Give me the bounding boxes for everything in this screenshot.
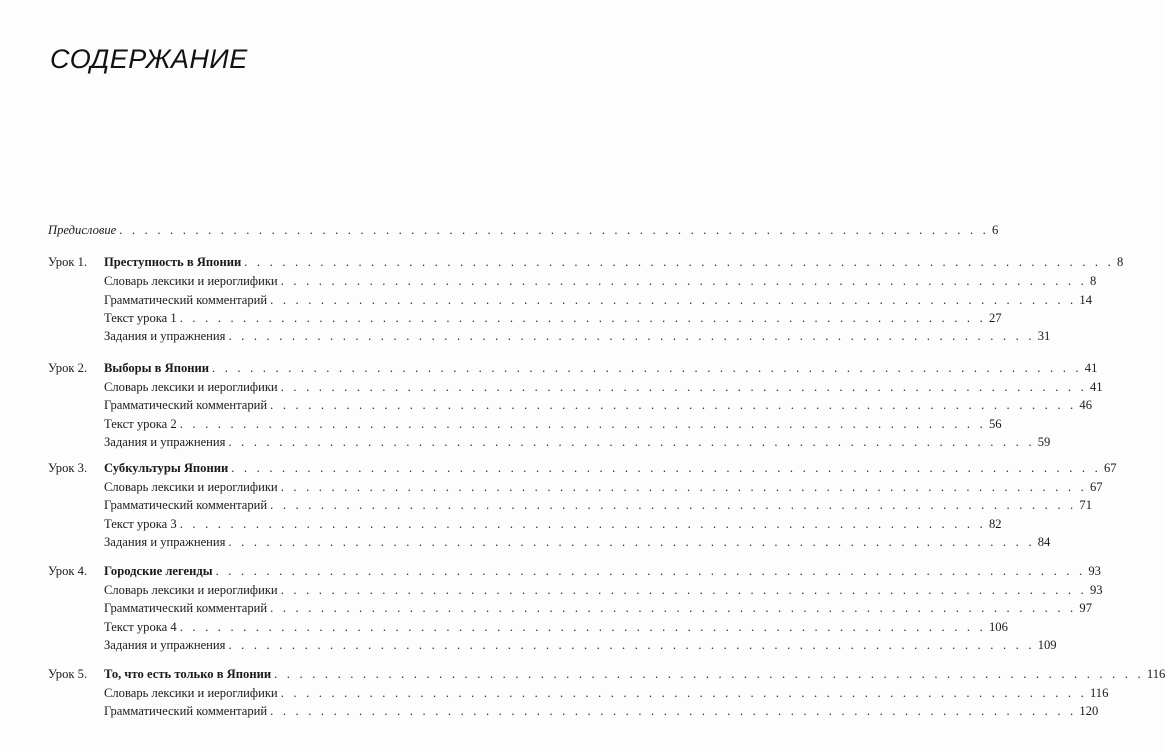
toc-subentry[interactable] <box>0 327 1051 345</box>
subentry-page: 82 <box>988 517 1002 531</box>
toc-subentry[interactable] <box>0 272 1097 290</box>
lesson-page: 93 <box>1088 564 1101 578</box>
subentry-label: Словарь лексики и иероглифики <box>104 686 278 700</box>
lesson-page: 41 <box>1084 361 1098 375</box>
toc-entry-page: 6 <box>991 223 999 237</box>
toc-subentry[interactable] <box>0 702 1099 720</box>
subentry-page: 71 <box>1079 498 1092 512</box>
leader-dots: . . . . . . . . . . . . . . . . . . . . . . . . . . . . . . . . . . . . . . . . . . . . . . . . . . . . . . . . . . . . . . . . <box>179 517 986 531</box>
subentry-label: Грамматический комментарий <box>104 704 268 718</box>
subentry-label: Задания и упражнения <box>104 435 226 449</box>
subentry-page: 31 <box>1037 329 1051 343</box>
subentry-label: Текст урока 1 <box>104 311 177 325</box>
subentry-label: Грамматический комментарий <box>104 398 268 412</box>
toc-subentry[interactable] <box>0 396 1092 414</box>
subentry-page: 120 <box>1079 704 1099 718</box>
subentry-page: 97 <box>1079 601 1092 615</box>
leader-dots: . . . . . . . . . . . . . . . . . . . . . . . . . . . . . . . . . . . . . . . . . . . . . . . . . . . . . . . . . . . . . . . . . . . . . <box>231 461 1101 475</box>
leader-dots: . . . . . . . . . . . . . . . . . . . . . . . . . . . . . . . . . . . . . . . . . . . . . . . . . . . . . . . . . . . . . . . . <box>280 274 1087 288</box>
subentry-page: 106 <box>988 620 1008 634</box>
subentry-label: Словарь лексики и иероглифики <box>104 274 278 288</box>
toc-entry-preface[interactable] <box>0 221 999 239</box>
subentry-label: Задания и упражнения <box>104 329 226 343</box>
toc-subentry[interactable] <box>0 496 1092 514</box>
subentry-page: 93 <box>1089 583 1103 597</box>
subentry-label: Текст урока 2 <box>104 417 177 431</box>
subentry-label: Словарь лексики и иероглифики <box>104 480 278 494</box>
leader-dots: . . . . . . . . . . . . . . . . . . . . . . . . . . . . . . . . . . . . . . . . . . . . . . . . . . . . . . . . . . . . . . . . <box>280 583 1087 597</box>
subentry-label: Задания и упражнения <box>104 535 226 549</box>
subentry-page: 84 <box>1037 535 1051 549</box>
subentry-page: 67 <box>1089 480 1103 494</box>
toc-subentry[interactable] <box>0 478 1103 496</box>
toc-subentry[interactable] <box>0 533 1051 551</box>
leader-dots: . . . . . . . . . . . . . . . . . . . . . . . . . . . . . . . . . . . . . . . . . . . . . . . . . . . . . . . . . . . . . . . . <box>228 535 1035 549</box>
lesson-title: Городские легенды <box>104 564 213 578</box>
leader-dots: . . . . . . . . . . . . . . . . . . . . . . . . . . . . . . . . . . . . . . . . . . . . . . . . . . . . . . . . . . . . . . . . <box>270 704 1077 718</box>
subentry-page: 41 <box>1089 380 1103 394</box>
lesson-number: Урок 4. <box>48 564 88 578</box>
leader-dots: . . . . . . . . . . . . . . . . . . . . . . . . . . . . . . . . . . . . . . . . . . . . . . . . . . . . . . . . . . . . . . . . <box>179 417 986 431</box>
lesson-number: Урок 5. <box>48 667 88 681</box>
subentry-label: Текст урока 3 <box>104 517 177 531</box>
leader-dots: . . . . . . . . . . . . . . . . . . . . . . . . . . . . . . . . . . . . . . . . . . . . . . . . . . . . . . . . . . . . . . . . <box>270 398 1077 412</box>
toc-entry-label: Предисловие <box>48 223 117 237</box>
toc-subentry[interactable] <box>0 636 1057 654</box>
subentry-label: Грамматический комментарий <box>104 498 268 512</box>
lesson-title: Выборы в Японии <box>104 361 210 375</box>
lesson-title: Преступность в Японии <box>104 255 242 269</box>
leader-dots: . . . . . . . . . . . . . . . . . . . . . . . . . . . . . . . . . . . . . . . . . . . . . . . . . . . . . . . . . . . . . . . . <box>280 380 1087 394</box>
leader-dots: . . . . . . . . . . . . . . . . . . . . . . . . . . . . . . . . . . . . . . . . . . . . . . . . . . . . . . . . . . . . . . . . <box>280 480 1087 494</box>
subentry-label: Словарь лексики и иероглифики <box>104 380 278 394</box>
subentry-page: 116 <box>1089 686 1109 700</box>
leader-dots: . . . . . . . . . . . . . . . . . . . . . . . . . . . . . . . . . . . . . . . . . . . . . . . . . . . . . . . . . . . . . . . . . . . . . <box>274 667 1144 681</box>
leader-dots: . . . . . . . . . . . . . . . . . . . . . . . . . . . . . . . . . . . . . . . . . . . . . . . . . . . . . . . . . . . . . . . . <box>179 311 986 325</box>
subentry-page: 59 <box>1037 435 1051 449</box>
toc-subentry[interactable] <box>0 309 1002 327</box>
toc-lesson-1[interactable] <box>0 253 1124 271</box>
toc-lesson-5[interactable] <box>0 665 1165 683</box>
leader-dots: . . . . . . . . . . . . . . . . . . . . . . . . . . . . . . . . . . . . . . . . . . . . . . . . . . . . . . . . . . . . . . . . <box>270 601 1077 615</box>
toc-subentry[interactable] <box>0 599 1092 617</box>
leader-dots: . . . . . . . . . . . . . . . . . . . . . . . . . . . . . . . . . . . . . . . . . . . . . . . . . . . . . . . . . . . . . . . . <box>270 498 1077 512</box>
subentry-page: 14 <box>1079 293 1092 307</box>
leader-dots: . . . . . . . . . . . . . . . . . . . . . . . . . . . . . . . . . . . . . . . . . . . . . . . . . . . . . . . . . . . . . . . . . . . . . <box>215 564 1086 578</box>
subentry-page: 56 <box>988 417 1002 431</box>
lesson-page: 116 <box>1146 667 1165 681</box>
toc-subentry[interactable] <box>0 581 1103 599</box>
leader-dots: . . . . . . . . . . . . . . . . . . . . . . . . . . . . . . . . . . . . . . . . . . . . . . . . . . . . . . . . . . . . . . . . <box>228 638 1035 652</box>
toc-subentry[interactable] <box>0 433 1051 451</box>
subentry-label: Грамматический комментарий <box>104 601 268 615</box>
lesson-page: 8 <box>1116 255 1124 269</box>
toc-subentry[interactable] <box>0 684 1109 702</box>
toc-subentry[interactable] <box>0 415 1002 433</box>
leader-dots: . . . . . . . . . . . . . . . . . . . . . . . . . . . . . . . . . . . . . . . . . . . . . . . . . . . . . . . . . . . . . . . . . . . . . <box>244 255 1114 269</box>
leader-dots: . . . . . . . . . . . . . . . . . . . . . . . . . . . . . . . . . . . . . . . . . . . . . . . . . . . . . . . . . . . . . . . . <box>280 686 1087 700</box>
lesson-page: 67 <box>1103 461 1117 475</box>
subentry-label: Словарь лексики и иероглифики <box>104 583 278 597</box>
toc-subentry[interactable] <box>0 618 1008 636</box>
lesson-number: Урок 2. <box>48 361 88 375</box>
leader-dots: . . . . . . . . . . . . . . . . . . . . . . . . . . . . . . . . . . . . . . . . . . . . . . . . . . . . . . . . . . . . . . . . . . . . . <box>119 223 989 237</box>
lesson-number: Урок 1. <box>48 255 88 269</box>
leader-dots: . . . . . . . . . . . . . . . . . . . . . . . . . . . . . . . . . . . . . . . . . . . . . . . . . . . . . . . . . . . . . . . . <box>228 329 1035 343</box>
subentry-label: Текст урока 4 <box>104 620 177 634</box>
toc-subentry[interactable] <box>0 291 1092 309</box>
lesson-title: То, что есть только в Японии <box>104 667 272 681</box>
subentry-page: 46 <box>1079 398 1092 412</box>
subentry-page: 109 <box>1037 638 1057 652</box>
toc-lesson-2[interactable] <box>0 359 1098 377</box>
subentry-page: 27 <box>988 311 1002 325</box>
page-title: СОДЕРЖАНИЕ <box>50 44 248 74</box>
toc-subentry[interactable] <box>0 378 1103 396</box>
lesson-title: Субкультуры Японии <box>104 461 229 475</box>
toc-subentry[interactable] <box>0 515 1002 533</box>
subentry-label: Грамматический комментарий <box>104 293 268 307</box>
subentry-label: Задания и упражнения <box>104 638 226 652</box>
toc-lesson-3[interactable] <box>0 459 1117 477</box>
subentry-page: 8 <box>1089 274 1097 288</box>
leader-dots: . . . . . . . . . . . . . . . . . . . . . . . . . . . . . . . . . . . . . . . . . . . . . . . . . . . . . . . . . . . . . . . . <box>179 620 986 634</box>
lesson-number: Урок 3. <box>48 461 88 475</box>
leader-dots: . . . . . . . . . . . . . . . . . . . . . . . . . . . . . . . . . . . . . . . . . . . . . . . . . . . . . . . . . . . . . . . . <box>270 293 1077 307</box>
toc-lesson-4[interactable] <box>0 562 1101 580</box>
leader-dots: . . . . . . . . . . . . . . . . . . . . . . . . . . . . . . . . . . . . . . . . . . . . . . . . . . . . . . . . . . . . . . . . <box>228 435 1035 449</box>
leader-dots: . . . . . . . . . . . . . . . . . . . . . . . . . . . . . . . . . . . . . . . . . . . . . . . . . . . . . . . . . . . . . . . . . . . . . <box>212 361 1082 375</box>
